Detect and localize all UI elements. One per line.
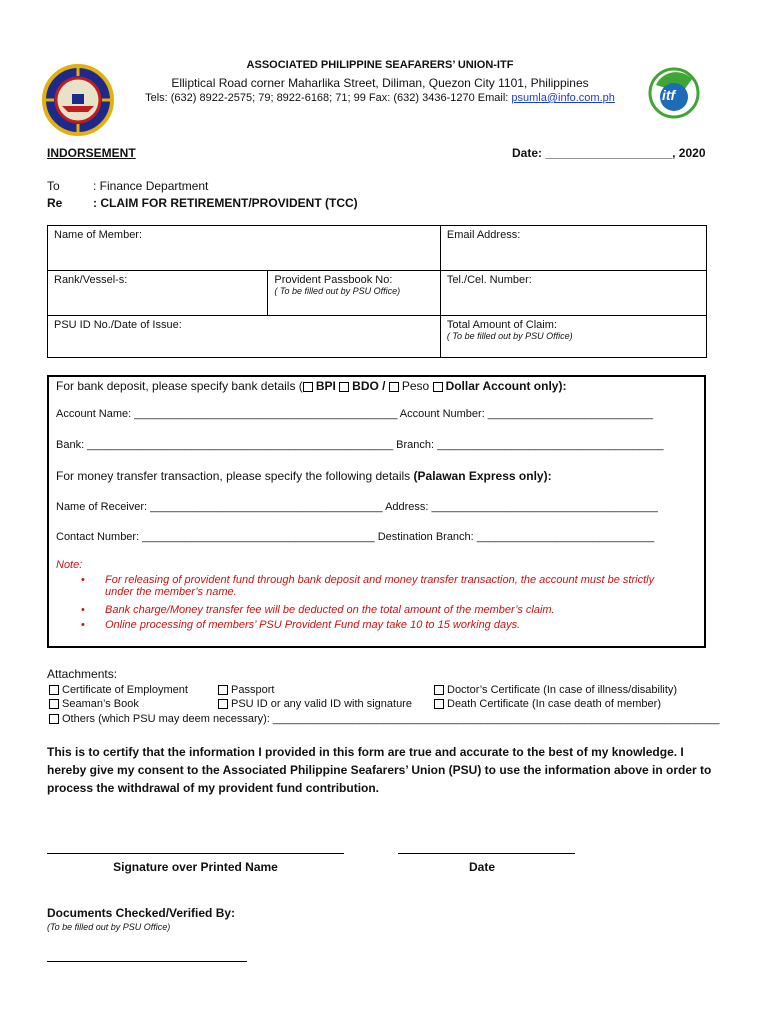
bpi-label: BPI bbox=[315, 379, 336, 393]
bullet-icon: • bbox=[81, 574, 85, 586]
rank-cell[interactable] bbox=[48, 271, 268, 316]
contact-text: Tels: (632) 8922-2575; 79; 8922-6168; 71; 99 Fax: (632) 3436-1270 Email: bbox=[145, 92, 512, 104]
note-item-3 bbox=[81, 619, 685, 631]
note-text-3: Online processing of members’ PSU Provident Fund may take 10 to 15 working days. bbox=[105, 619, 521, 631]
bdo-checkbox[interactable] bbox=[339, 382, 349, 392]
total-cell[interactable] bbox=[440, 316, 706, 358]
bank-heading bbox=[56, 379, 566, 393]
attachment-label: Seaman’s Book bbox=[62, 698, 139, 710]
re-label: Re bbox=[47, 196, 63, 210]
attachment-item[interactable] bbox=[434, 684, 677, 696]
date-label: Date bbox=[468, 860, 495, 874]
total-note: ( To be filled out by PSU Office) bbox=[446, 331, 573, 341]
name-cell[interactable] bbox=[48, 226, 441, 271]
verified-by-label: Documents Checked/Verified By: bbox=[47, 906, 236, 920]
certification-paragraph: This is to certify that the information I provided in this form are true and accurate to the best of my knowledge. I hereby give my consent to the Associated Philippine Seafarers’ Union (PSU) to use the information above in order to process the withdrawal of my provident fund contribution. bbox=[47, 745, 712, 795]
note-text-2: Bank charge/Money transfer fee will be deducted on the total amount of the member’s claim. bbox=[105, 604, 555, 616]
bullet-icon: • bbox=[81, 619, 85, 631]
account-name-row[interactable]: Account Name: ___________________________________________ Account Number: ___________________________ bbox=[56, 408, 653, 420]
bullet-icon: • bbox=[81, 604, 85, 616]
money-heading bbox=[56, 469, 552, 483]
org-name: ASSOCIATED PHILIPPINE SEAFARERS’ UNION-ITF bbox=[246, 59, 514, 71]
re-value: : CLAIM FOR RETIREMENT/PROVIDENT (TCC) bbox=[93, 196, 358, 210]
note-item-2 bbox=[81, 604, 685, 616]
note-label: Note: bbox=[56, 559, 83, 571]
attachments-title: Attachments: bbox=[47, 667, 118, 681]
to-value: : Finance Department bbox=[93, 179, 209, 193]
org-address: Elliptical Road corner Maharlika Street, Diliman, Quezon City 1101, Philippines bbox=[171, 76, 589, 90]
org-contact bbox=[120, 92, 640, 104]
attachment-item[interactable] bbox=[218, 684, 274, 696]
email-cell[interactable] bbox=[440, 226, 706, 271]
attachment-label: Doctor’s Certificate (In case of illness/disability) bbox=[447, 684, 678, 696]
attachment-label: Others (which PSU may deem necessary): _________________________________________________________________________ bbox=[62, 713, 720, 725]
contact-row[interactable]: Contact Number: ______________________________________ Destination Branch: _____________________________ bbox=[56, 531, 655, 543]
psu-logo bbox=[40, 62, 116, 138]
signature-label: Signature over Printed Name bbox=[113, 860, 278, 874]
note-text-1: For releasing of provident fund through bank deposit and money transfer transaction, the account must be strictly under the member’s name. bbox=[105, 574, 655, 598]
date-field: Date: ___________________, 2020 bbox=[512, 146, 706, 160]
member-info-table bbox=[47, 225, 707, 358]
date-line[interactable] bbox=[398, 853, 575, 854]
bpi-checkbox[interactable] bbox=[303, 382, 313, 392]
passbook-note: ( To be filled out by PSU Office) bbox=[274, 286, 401, 296]
checkbox-icon[interactable] bbox=[49, 699, 59, 709]
passbook-label: Provident Passbook No: bbox=[274, 274, 393, 286]
bank-branch-row[interactable]: Bank: __________________________________________________ Branch: _____________________________________ bbox=[56, 439, 664, 451]
checkbox-icon[interactable] bbox=[49, 685, 59, 695]
attachment-label: Passport bbox=[231, 684, 275, 696]
attachment-item[interactable] bbox=[218, 698, 412, 710]
psuid-cell[interactable] bbox=[48, 316, 441, 358]
attachment-item[interactable] bbox=[49, 684, 188, 696]
checkbox-icon[interactable] bbox=[434, 699, 444, 709]
peso-checkbox[interactable] bbox=[389, 382, 399, 392]
attachment-item[interactable] bbox=[434, 698, 661, 710]
checkbox-icon[interactable] bbox=[218, 685, 228, 695]
peso-label: Peso bbox=[401, 379, 430, 393]
dollar-label: Dollar Account only): bbox=[445, 379, 567, 393]
checkbox-icon[interactable] bbox=[49, 714, 59, 724]
itf-logo-text: itf bbox=[662, 87, 676, 103]
attachment-label: PSU ID or any valid ID with signature bbox=[231, 698, 412, 710]
email-label: Email Address: bbox=[446, 229, 521, 241]
attachment-label: Certificate of Employment bbox=[62, 684, 188, 696]
attachment-item[interactable] bbox=[49, 713, 720, 725]
receiver-row[interactable]: Name of Receiver: ______________________________________ Address: _____________________________________ bbox=[56, 501, 658, 513]
indorsement-title: INDORSEMENT bbox=[47, 146, 136, 160]
itf-logo bbox=[648, 67, 700, 119]
total-label: Total Amount of Claim: bbox=[446, 319, 557, 331]
money-heading-text: For money transfer transaction, please specify the following details bbox=[56, 469, 414, 483]
name-label: Name of Member: bbox=[54, 229, 143, 241]
email-link[interactable]: psumla@info.com.ph bbox=[511, 92, 615, 104]
money-heading-bold: (Palawan Express only): bbox=[413, 469, 552, 483]
checkbox-icon[interactable] bbox=[434, 685, 444, 695]
dollar-checkbox[interactable] bbox=[433, 382, 443, 392]
tel-cell[interactable] bbox=[440, 271, 706, 316]
tel-label: Tel./Cel. Number: bbox=[446, 274, 532, 286]
signature-line[interactable] bbox=[47, 853, 344, 854]
rank-label: Rank/Vessel-s: bbox=[54, 274, 128, 286]
note-item-1 bbox=[81, 574, 685, 598]
verifier-signature-line[interactable] bbox=[47, 961, 247, 962]
bank-heading-text: For bank deposit, please specify bank details ( bbox=[56, 379, 303, 393]
attachment-item[interactable] bbox=[49, 698, 139, 710]
attachment-label: Death Certificate (In case death of member) bbox=[447, 698, 661, 710]
to-label: To bbox=[47, 179, 60, 193]
psuid-label: PSU ID No./Date of Issue: bbox=[54, 319, 182, 331]
verified-note: (To be filled out by PSU Office) bbox=[47, 922, 171, 932]
passbook-cell[interactable] bbox=[268, 271, 441, 316]
checkbox-icon[interactable] bbox=[218, 699, 228, 709]
bdo-label: BDO / bbox=[352, 379, 386, 393]
